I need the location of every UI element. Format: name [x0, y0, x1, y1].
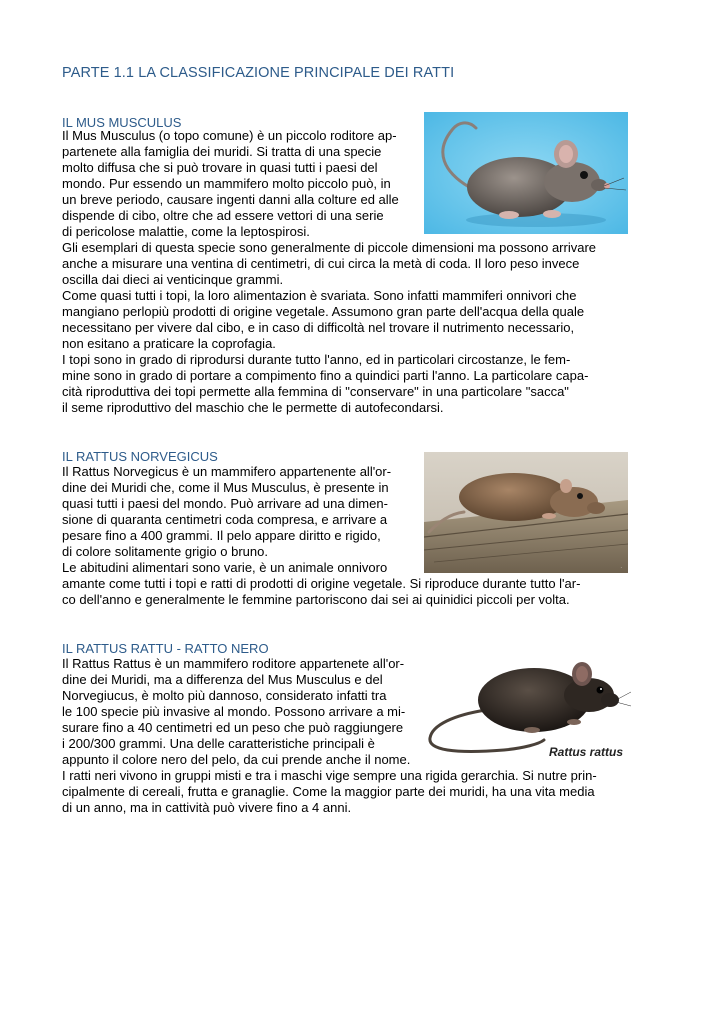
text-line: dispende di cibo, oltre che ad essere vettori di una serie	[62, 208, 384, 223]
text-line: amante come tutti i topi e ratti di prodotti di origine vegetale. Si riproduce durante tutto l'ar-	[62, 576, 581, 591]
text-line: partenete alla famiglia dei muridi. Si tratta di una specie	[62, 144, 382, 159]
text-line: I topi sono in grado di riprodursi durante tutto l'anno, ed in particolari circostanze, le fem-	[62, 352, 571, 367]
text-line: Il Rattus Norvegicus è un mammifero appartenente all'or-	[62, 464, 392, 479]
text-line: sione di quaranta centimetri coda compresa, e arrivare a	[62, 512, 388, 527]
text-line: Come quasi tutti i topi, la loro alimentazion è svariata. Sono infatti mammiferi onnivori che	[62, 288, 577, 303]
text-line: di colore solitamente grigio o bruno.	[62, 544, 268, 559]
rattus-norvegicus-photo	[424, 452, 628, 573]
section-heading-mus-musculus: IL MUS MUSCULUS	[62, 115, 182, 130]
text-line: le 100 specie più invasive al mondo. Possono arrivare a mi-	[62, 704, 406, 719]
text-line: dine dei Muridi che, come il Mus Musculus, è presente in	[62, 480, 389, 495]
text-line: il seme riproduttivo del maschio che le permette di autofecondarsi.	[62, 400, 444, 415]
section-heading-rattus-rattus: IL RATTUS RATTU - RATTO NERO	[62, 641, 269, 656]
text-line: molto diffusa che si può trovare in quasi tutti i paesi del	[62, 160, 378, 175]
text-line: surare fino a 40 centimetri ed un peso che può raggiungere	[62, 720, 404, 735]
text-line: cipalmente di cereali, frutta e granaglie. Come la maggior parte dei muridi, ha una vita media	[62, 784, 595, 799]
text-line: dine dei Muridi, ma a differenza del Mus Musculus e del	[62, 672, 383, 687]
section-heading-rattus-norvegicus: IL RATTUS NORVEGICUS	[62, 449, 218, 464]
svg-text:·: ·	[620, 565, 622, 571]
text-line: mangiano perlopiù prodotti di origine vegetale. Assumono gran parte dell'acqua della quale	[62, 304, 585, 319]
text-line: appunto il colore nero del pelo, da cui prende anche il nome.	[62, 752, 411, 767]
text-line: cità riproduttiva dei topi permette alla femmina di "conservare" in una particolare "sacca"	[62, 384, 569, 399]
text-line: anche a misurare una ventina di centimetri, di cui circa la metà di coda. Il loro peso invece	[62, 256, 580, 271]
text-line: Norvegiucus, è molto più dannoso, considerato infatti tra	[62, 688, 387, 703]
text-line: Il Mus Musculus (o topo comune) è un piccolo roditore ap-	[62, 128, 397, 143]
text-line: Il Rattus Rattus è un mammifero roditore appartenete all'or-	[62, 656, 405, 671]
text-line: Le abitudini alimentari sono varie, è un animale onnivoro	[62, 560, 388, 575]
page-title: PARTE 1.1 LA CLASSIFICAZIONE PRINCIPALE DEI RATTI	[62, 65, 455, 81]
text-line: di un anno, ma in cattività può vivere fino a 4 anni.	[62, 800, 352, 815]
image-caption: Rattus rattus	[548, 745, 624, 759]
text-line: non esitano a praticare la coprofagia.	[62, 336, 276, 351]
text-line: pesare fino a 400 grammi. Il pelo appare diritto e rigido,	[62, 528, 381, 543]
text-line: I ratti neri vivono in gruppi misti e tra i maschi vige sempre una rigida gerarchia. Si nutre prin-	[62, 768, 597, 783]
rattus-rattus-photo	[424, 640, 632, 762]
text-line: di pericolose malattie, come la leptospirosi.	[62, 224, 310, 239]
mus-musculus-photo	[424, 112, 628, 234]
text-line: mine sono in grado di portare a compimento fino a quindici parti l'anno. La particolare capa-	[62, 368, 589, 383]
text-line: necessitano per vivere dal cibo, e in caso di difficoltà nel trovare il nutrimento necessario,	[62, 320, 575, 335]
text-line: oscilla dai dieci ai venticinque grammi.	[62, 272, 284, 287]
text-line: quasi tutti i paesi del mondo. Può arrivare ad una dimen-	[62, 496, 388, 511]
text-line: mondo. Pur essendo un mammifero molto piccolo può, in	[62, 176, 391, 191]
text-line: un breve periodo, causare ingenti danni alla colture ed alle	[62, 192, 399, 207]
text-line: co dell'anno e generalmente le femmine partoriscono dai sei ai quinidici piccoli per volta.	[62, 592, 570, 607]
text-line: i 200/300 grammi. Una delle caratteristiche principali è	[62, 736, 375, 751]
text-line: Gli esemplari di questa specie sono generalmente di piccole dimensioni ma possono arrivare	[62, 240, 597, 255]
